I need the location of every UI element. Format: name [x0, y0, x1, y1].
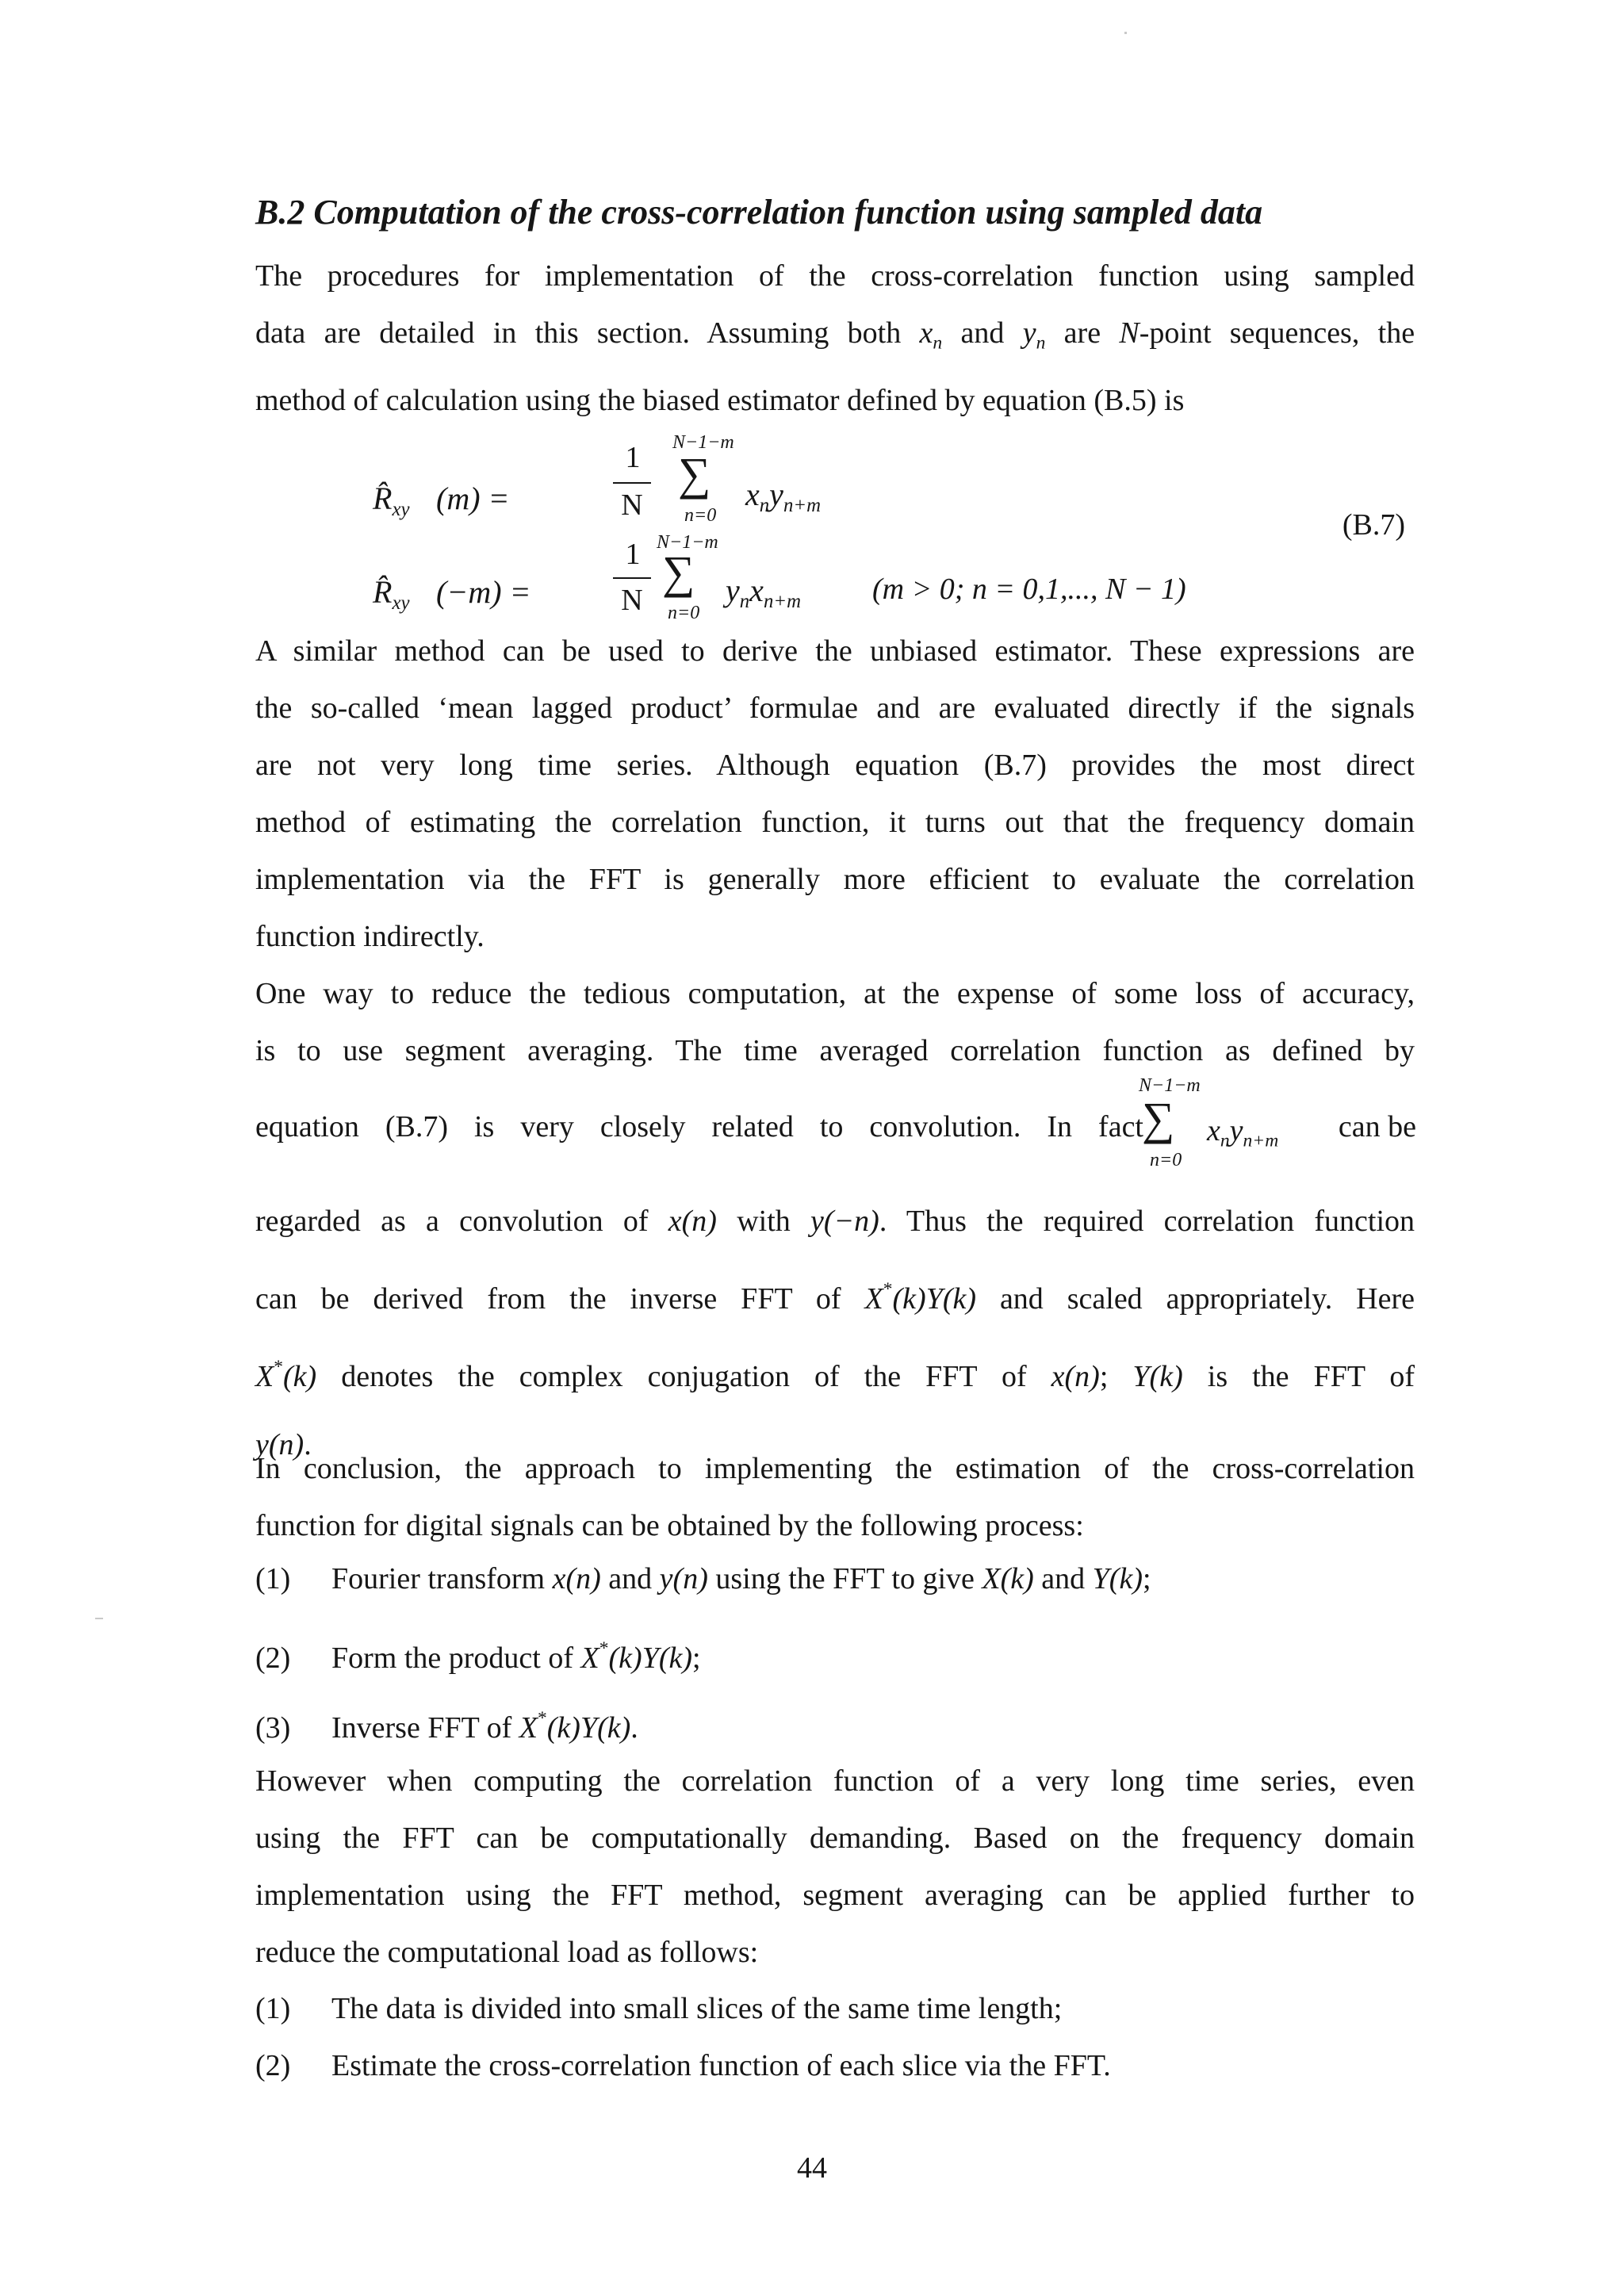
text-line: can be derived from the inverse FFT of X*(k)Y(k) and scaled appropriately. Here — [255, 1279, 1415, 1316]
text-line: A similar method can be used to derive the unbiased estimator. These expressions are — [255, 634, 1415, 668]
equation-b7 — [373, 432, 1419, 634]
paragraph-convolution — [255, 1187, 1415, 1479]
summation-upper-limit: N−1−m — [672, 432, 734, 453]
equation-term: $x_ny_{n+m}$ — [1207, 1114, 1279, 1151]
text-line: However when computing the correlation function of a very long time series, even — [255, 1764, 1415, 1798]
text-line: reduce the computational load as follows: — [255, 1936, 759, 1969]
page-number: 44 — [797, 2151, 827, 2185]
fraction-numerator: 1 — [625, 441, 641, 474]
fraction-denominator: N — [621, 488, 643, 522]
fraction-bar — [613, 482, 651, 484]
paragraph-long-series — [255, 1752, 1415, 1981]
text-line: In conclusion, the approach to implementing the estimation of the cross-correlation — [255, 1452, 1415, 1485]
summation-upper-limit: N−1−m — [1139, 1075, 1201, 1096]
equation-line: $R̂_{xy}$ — [373, 574, 410, 614]
text-line: the so-called ‘mean lagged product’ formulae and are evaluated directly if the signals — [255, 691, 1415, 725]
equation-line: (m) = — [436, 481, 510, 516]
list-item: (2) Estimate the cross-correlation function of each slice via the FFT. — [255, 2049, 1111, 2082]
list-item: (3) Inverse FFT of X*(k)Y(k). — [255, 1708, 638, 1745]
text-line: implementation using the FFT method, segment averaging can be applied further to — [255, 1879, 1415, 1912]
text-line: y(n). — [255, 1427, 312, 1461]
summation-icon: ∑ — [662, 546, 695, 598]
summation-lower-limit: n=0 — [668, 603, 700, 623]
fraction-denominator: N — [621, 584, 643, 617]
text-line: method of estimating the correlation function, it turns out that the frequency domain — [255, 806, 1415, 839]
text-line: One way to reduce the tedious computation, at the expense of some loss of accuracy, — [255, 977, 1415, 1010]
summation-icon: ∑ — [1142, 1093, 1175, 1144]
paragraph-intro — [255, 247, 1415, 429]
list-item: (2) Form the product of X*(k)Y(k); — [255, 1638, 701, 1675]
text-line: function indirectly. — [255, 920, 485, 953]
list-item: (1) The data is divided into small slices of the same time length; — [255, 1992, 1063, 2025]
equation-line: (−m) = — [436, 574, 531, 610]
text-line: data are detailed in this section. Assuming both $x_n$ and $y_n$ are N-point sequences, the — [255, 316, 1415, 354]
equation-number: (B.7) — [1342, 508, 1405, 542]
summation-icon: ∑ — [678, 448, 711, 500]
text-line: X*(k) denotes the complex conjugation of the FFT of x(n); Y(k) is the FFT of — [255, 1356, 1415, 1393]
equation-term: $x_ny_{n+m}$ — [745, 477, 821, 516]
list-item: (1) Fourier transform x(n) and y(n) using the FFT to give X(k) and Y(k); — [255, 1562, 1151, 1595]
fraction-numerator: 1 — [625, 538, 641, 571]
text-line: are not very long time series. Although equation (B.7) provides the most direct — [255, 749, 1415, 782]
paragraph-conclusion — [255, 1440, 1415, 1554]
text-line: regarded as a convolution of x(n) with y(−n). Thus the required correlation function — [255, 1205, 1415, 1238]
paragraph-unbiased — [255, 622, 1415, 965]
text-line: equation (B.7) is very closely related to convolution. In fact — [255, 1110, 1143, 1143]
text-line: using the FFT can be computationally demanding. Based on the frequency domain — [255, 1821, 1415, 1855]
scan-mark — [1124, 32, 1127, 34]
summation-lower-limit: n=0 — [1150, 1150, 1182, 1170]
scan-mark — [95, 1618, 103, 1619]
summation-upper-limit: N−1−m — [657, 532, 718, 553]
text-line: The procedures for implementation of the cross-correlation function using sampled — [255, 259, 1415, 293]
fraction-bar — [613, 577, 651, 579]
equation-line: $R̂_{xy}$ — [373, 481, 410, 520]
equation-condition: (m > 0; n = 0,1,..., N − 1) — [872, 573, 1186, 606]
text-line: function for digital signals can be obtained by the following process: — [255, 1509, 1084, 1542]
text-line: can be — [1338, 1110, 1416, 1143]
text-line: method of calculation using the biased estimator defined by equation (B.5) is — [255, 383, 1185, 417]
section-heading: B.2 Computation of the cross-correlation function using sampled data — [255, 193, 1263, 232]
summation-lower-limit: n=0 — [684, 505, 717, 526]
paragraph-segment-averaging — [255, 965, 1415, 1079]
text-line: is to use segment averaging. The time averaged correlation function as defined by — [255, 1034, 1415, 1067]
equation-term: $y_nx_{n+m}$ — [726, 573, 801, 612]
text-line: implementation via the FFT is generally more efficient to evaluate the correlation — [255, 863, 1415, 896]
